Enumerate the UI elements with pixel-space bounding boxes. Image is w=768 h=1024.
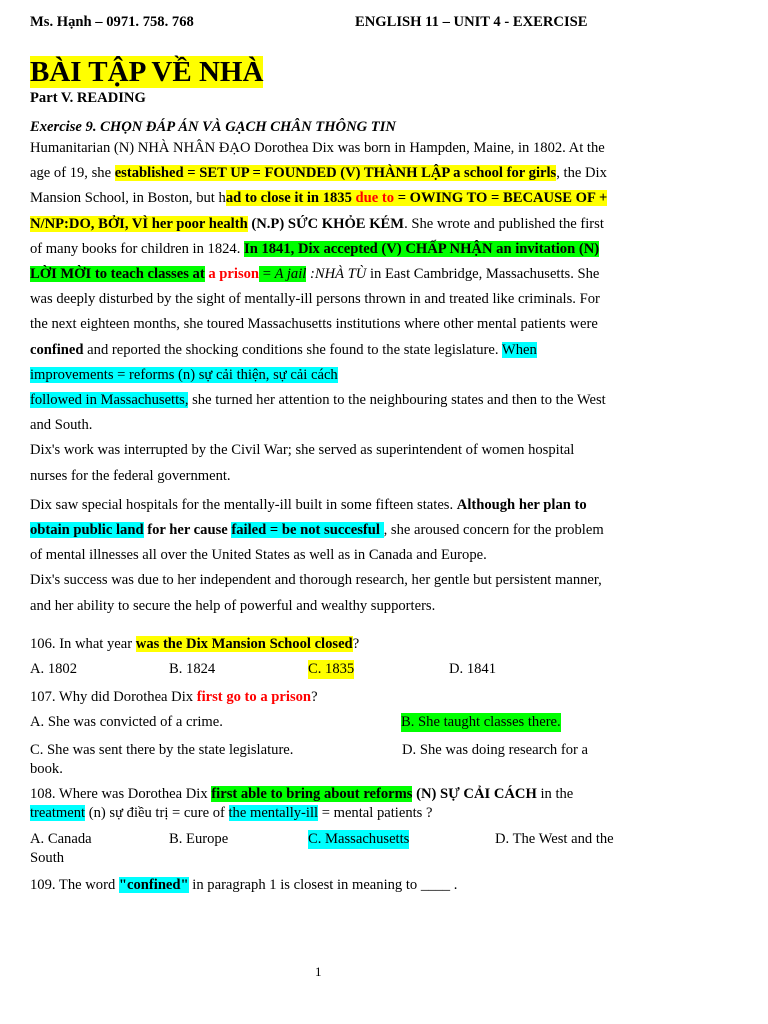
q106-option-a[interactable]: A. 1802 — [30, 661, 78, 678]
passage-text: she turned her attention to the neighbouring states and then to the West and South. — [30, 392, 606, 434]
question-text: in paragraph 1 is closest in meaning to — [188, 877, 421, 894]
highlight-yellow: = OWING TO = BECAUSE OF + N/NP:DO, BỞI, VÌ her poor health — [30, 190, 608, 232]
q106-option-b[interactable]: B. 1824 — [169, 661, 216, 678]
bold-text: Although her plan to — [456, 496, 587, 513]
highlight-red-text: due to — [355, 190, 395, 207]
q108-options — [30, 830, 615, 868]
passage-paragraph-2 — [30, 493, 615, 619]
highlight-cyan: treatment — [30, 805, 86, 822]
passage-text: Dix saw special hospitals for the mentally-ill built in some fifteen states. — [30, 496, 457, 513]
course-title: ENGLISH 11 – UNIT 4 - EXERCISE — [355, 14, 588, 30]
question-text: 106. In what year — [30, 636, 136, 653]
question-text: 109. The word — [30, 877, 119, 894]
highlight-cyan: "confined" — [118, 877, 189, 894]
part-heading: Part V. READING — [30, 90, 146, 106]
highlight-yellow: was the Dix Mansion School closed — [135, 636, 353, 653]
q107-option-d[interactable]: D. She was doing research for a book. — [30, 742, 589, 778]
q108-option-b[interactable]: B. Europe — [169, 831, 229, 848]
question-text: ? — [311, 689, 318, 706]
highlight-green: In 1841, Dix accepted (V) CHẤP NHẬN an invitation (N) LỜI MỜI to teach classes at — [30, 240, 600, 283]
question-109 — [30, 874, 615, 896]
question-108 — [30, 785, 615, 823]
question-106 — [30, 633, 615, 655]
page-title: BÀI TẬP VỀ NHÀ — [30, 56, 264, 88]
q107-option-c[interactable]: C. She was sent there by the state legislature. — [30, 742, 294, 759]
highlight-yellow: established = SET UP = FOUNDED (V) THÀNH LẬP a school for girls — [114, 165, 557, 182]
highlight-cyan: When improvements = reforms (n) sự cải thiện, sự cải cách — [30, 341, 537, 383]
q108-option-a[interactable]: A. Canada — [30, 831, 92, 848]
red-text: first go to a prison — [196, 689, 312, 706]
highlight-cyan: the mentally-ill — [228, 805, 319, 822]
bold-text: confined — [30, 341, 84, 358]
q106-option-c[interactable]: C. 1835 — [308, 661, 355, 678]
bold-text: (N) SỰ CẢI CÁCH — [412, 786, 537, 803]
q108-option-d[interactable]: D. The West and the South — [30, 831, 614, 867]
bold-text: for her cause — [143, 522, 232, 539]
teacher-contact: Ms. Hạnh – 0971. 758. 768 — [30, 14, 194, 30]
passage-text: , the Dix Mansion School, in Boston, but h — [30, 165, 607, 207]
passage-text: , she aroused concern for the problem of mental illnesses all over the United States as well as in Canada and Europe. — [30, 522, 604, 564]
q107-options-row-1 — [30, 713, 615, 735]
passage-text: Dix's success was due to her independent and thorough research, her gentle but persistent manner, and her ability to secure the help of powerful and wealthy supporters. — [30, 572, 602, 614]
question-text: . — [450, 877, 458, 894]
q106-option-d[interactable]: D. 1841 — [449, 661, 497, 678]
passage-paragraph-1 — [30, 136, 615, 489]
question-text: ? — [352, 636, 360, 653]
passage-text: Humanitarian (N) NHÀ NHÂN ĐẠO Dorothea Dix was born in Hampden, Maine, in 1802. At the age of 19, she — [30, 140, 605, 182]
q107-option-a[interactable]: A. She was convicted of a crime. — [30, 714, 223, 731]
page-number: 1 — [315, 964, 322, 979]
highlight-yellow: ad to close it in 1835 — [225, 190, 356, 207]
highlight-green: = — [259, 266, 275, 283]
question-text: = mental patients ? — [318, 805, 433, 822]
passage-text: in East Cambridge, Massachusetts. She was deeply disturbed by the sight of mentally-ill persons thrown in and treated like criminals. For the next eighteen months, she toured Massachusetts institutions where other mental patients were — [30, 266, 600, 333]
question-text: 107. Why did Dorothea Dix — [30, 689, 197, 706]
exercise-heading: Exercise 9. CHỌN ĐÁP ÁN VÀ GẠCH CHÂN THÔNG TIN — [30, 119, 396, 135]
passage-text: Dix's work was interrupted by the Civil War; she served as superintendent of women hospital nurses for the federal government. — [30, 442, 575, 484]
question-text: in the — [536, 786, 574, 803]
passage-text: . She wrote and published the first of many books for children in 1824. — [30, 215, 604, 257]
question-text: (n) sự điều trị = cure of — [85, 805, 229, 822]
q107-option-b[interactable]: B. She taught classes there. — [401, 714, 561, 731]
page-header — [30, 14, 615, 36]
red-text: a prison — [204, 266, 260, 283]
q106-options — [30, 660, 615, 682]
italic-text: :NHÀ TÙ — [306, 266, 367, 283]
document-page — [30, 14, 615, 896]
q108-option-c[interactable]: C. Massachusetts — [308, 831, 410, 848]
highlight-green-italic: A jail — [274, 266, 307, 283]
passage-text: and reported the shocking conditions she found to the state legislature. — [83, 341, 502, 358]
highlight-green: first able to bring about reforms — [211, 786, 413, 803]
q107-options-row-2 — [30, 741, 615, 779]
highlight-cyan: followed in Massachusetts, — [30, 392, 189, 409]
highlight-cyan: obtain public land — [30, 522, 144, 539]
highlight-cyan: failed = be not succesful — [231, 522, 384, 539]
bold-text: (N.P) SỨC KHỎE KÉM — [247, 215, 405, 232]
question-text: 108. Where was Dorothea Dix — [30, 786, 212, 803]
question-107 — [30, 686, 615, 708]
answer-blank[interactable]: ____ — [420, 877, 451, 894]
